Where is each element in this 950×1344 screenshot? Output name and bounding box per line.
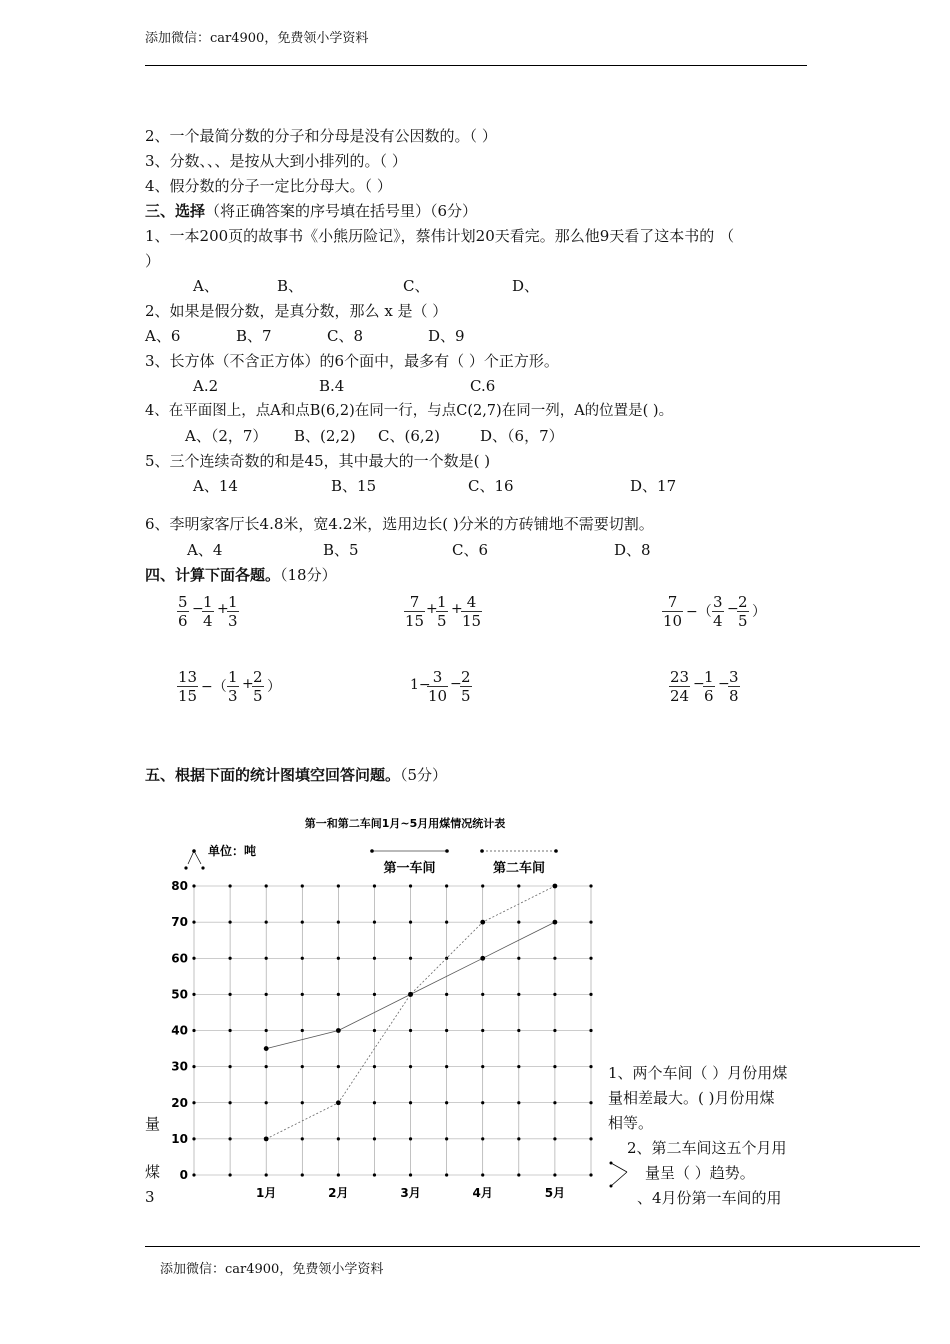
answer-line-2: 量相差最大。( )月份用煤: [608, 1089, 775, 1107]
grid-dot: [301, 884, 304, 887]
operator: ）: [267, 679, 281, 695]
fraction: $\frac{4}{15}$: [462, 593, 482, 630]
legend-dot: [445, 849, 449, 853]
grid-dot: [409, 1029, 412, 1032]
grid-dot: [589, 884, 592, 887]
fraction: $\frac{7}{15}$: [405, 593, 425, 630]
grid-dot: [517, 1173, 520, 1176]
x-tick-label: 4月: [472, 1186, 493, 1200]
grid-dot: [589, 921, 592, 924]
marker-dot: [184, 866, 187, 869]
marker-line: [194, 851, 201, 864]
legend-dot: [370, 849, 374, 853]
grid-dot: [409, 1137, 412, 1140]
question-1: 1、一本200页的故事书《小熊历险记》，蔡伟计划20天看完。那么他9天看了这本书的 （: [145, 227, 735, 245]
section-4-title: 四、计算下面各题。: [145, 566, 281, 584]
operator: −: [693, 676, 705, 692]
grid-dot: [445, 1065, 448, 1068]
grid-dot: [192, 1173, 195, 1176]
operator: +: [217, 601, 229, 617]
legend: [370, 849, 558, 876]
grid-dot: [409, 957, 412, 960]
answer-line-4: 2、第二车间这五个月用: [627, 1139, 787, 1157]
section-4-note: （18分）: [280, 566, 337, 584]
y-tick-label: 50: [171, 987, 188, 1002]
data-point: [480, 920, 485, 925]
grid-dot: [517, 1065, 520, 1068]
q2-option-b: B、7: [236, 327, 272, 345]
question-5: 5、三个连续奇数的和是45，其中最大的一个数是( ): [145, 452, 491, 470]
grid-dot: [301, 1065, 304, 1068]
grid-dot: [589, 993, 592, 996]
q3-option-b: B.4: [319, 377, 345, 395]
grid-dot: [553, 957, 556, 960]
grid-dot: [301, 1029, 304, 1032]
grid-dot: [517, 921, 520, 924]
grid-dot: [228, 921, 231, 924]
grid-dot: [409, 1065, 412, 1068]
q6-option-d: D、8: [614, 541, 651, 559]
legend-label: 第二车间: [492, 861, 546, 876]
fraction: $\frac{1}{3}$: [228, 593, 238, 630]
grid-dot: [553, 993, 556, 996]
fraction: $\frac{7}{10}$: [663, 593, 683, 630]
judge-item-3: 3、分数、、、是按从大到小排列的。（ ）: [145, 152, 407, 170]
grid-dot: [517, 993, 520, 996]
q4-option-b: B、(2,2): [294, 427, 356, 445]
grid-dot: [373, 957, 376, 960]
fraction: $\frac{2}{5}$: [253, 668, 263, 705]
grid-dot: [589, 957, 592, 960]
q3-option-c: C.6: [470, 377, 496, 395]
question-3: 3、长方体（不含正方体）的6个面中，最多有（ ）个正方形。: [145, 352, 559, 370]
y-tick-label: 80: [171, 879, 188, 893]
fraction: $\frac{3}{10}$: [428, 668, 448, 705]
grid-dot: [373, 1029, 376, 1032]
x-tick-label: 2月: [328, 1186, 349, 1200]
grid-dot: [301, 1173, 304, 1176]
fraction: $\frac{3}{8}$: [729, 668, 739, 705]
data-point: [336, 1100, 341, 1105]
grid-dot: [589, 1173, 592, 1176]
question-2: 2、如果是假分数，是真分数，那么 x 是（ ）: [145, 302, 448, 320]
fraction: $\frac{3}{4}$: [713, 593, 723, 630]
fraction: $\frac{1}{3}$: [228, 668, 238, 705]
unit-marker: [184, 849, 204, 869]
judge-item-2: 2、一个最简分数的分子和分母是没有公因数的。（ ）: [145, 127, 497, 145]
operator: +: [451, 601, 463, 617]
grid-dot: [301, 993, 304, 996]
q5-option-c: C、16: [468, 477, 514, 495]
operator: +: [426, 601, 438, 617]
section-3-note: （将正确答案的序号填在括号里）（6分）: [205, 202, 478, 220]
grid-dot: [517, 957, 520, 960]
fraction: $\frac{1}{6}$: [704, 668, 714, 705]
grid-dot: [265, 921, 268, 924]
q4-option-c: C、(6,2): [378, 427, 441, 445]
grid-dot: [228, 957, 231, 960]
q1-option-c: C、: [403, 277, 430, 295]
grid-dot: [589, 1101, 592, 1104]
grid-dot: [228, 1029, 231, 1032]
grid-dot: [301, 957, 304, 960]
q1-option-d: D、: [512, 277, 540, 295]
marker-line: [188, 851, 194, 864]
operator: −: [192, 601, 204, 617]
legend-dot: [554, 849, 558, 853]
grid-dot: [481, 1173, 484, 1176]
grid-dot: [228, 884, 231, 887]
grid-dot: [445, 884, 448, 887]
answer-line-1: 1、两个车间（ ）月份用煤: [608, 1064, 788, 1082]
operator: −（: [686, 604, 712, 620]
q6-option-a: A、4: [187, 541, 223, 559]
x-tick-label: 5月: [544, 1186, 566, 1200]
section-3-title: 三、选择: [145, 202, 206, 220]
y-tick-label: 70: [171, 915, 188, 930]
grid-dot: [373, 1101, 376, 1104]
grid-dot: [517, 1101, 520, 1104]
q5-option-b: B、15: [331, 477, 377, 495]
fraction: $\frac{1}{5}$: [437, 593, 447, 630]
grid-dot: [265, 1065, 268, 1068]
legend-label: 第一车间: [383, 861, 436, 876]
side-text-3: 3: [145, 1188, 155, 1206]
q3-option-a: A.2: [193, 377, 219, 395]
grid-dot: [481, 1137, 484, 1140]
operator: −（: [201, 679, 227, 695]
grid-dot: [265, 957, 268, 960]
x-tick-label: 1月: [256, 1186, 277, 1200]
grid-dot: [192, 1137, 195, 1140]
grid-dot: [409, 884, 412, 887]
data-point: [264, 1046, 269, 1051]
grid-dot: [337, 921, 340, 924]
operator: ）: [752, 604, 766, 620]
grid-dot: [265, 1029, 268, 1032]
fraction: $\frac{13}{15}$: [178, 668, 198, 705]
grid-dot: [337, 1137, 340, 1140]
grid-dot: [517, 1029, 520, 1032]
grid-dot: [481, 1065, 484, 1068]
grid-dot: [337, 1065, 340, 1068]
grid-dot: [337, 1173, 340, 1176]
grid-dot: [409, 921, 412, 924]
grid-dot: [481, 1101, 484, 1104]
grid-dot: [553, 1137, 556, 1140]
operator: −: [450, 676, 462, 692]
grid-dot: [409, 1173, 412, 1176]
operator: −: [727, 601, 739, 617]
grid-dot: [481, 1029, 484, 1032]
grid-dot: [445, 1137, 448, 1140]
question-4: 4、在平面图上，点A和点B(6,2)在同一行，与点C(2,7)在同一列，A的位置是( )。: [145, 403, 674, 419]
grid-dot: [192, 1101, 195, 1104]
grid-dot: [553, 1065, 556, 1068]
grid-dot: [373, 1173, 376, 1176]
legend-dot: [480, 849, 484, 853]
y-tick-label: 30: [171, 1059, 188, 1074]
data-point: [264, 1136, 269, 1141]
section-5-title: 五、根据下面的统计图填空回答问题。: [145, 766, 401, 784]
q6-option-b: B、5: [323, 541, 359, 559]
side-text-2: 煤: [145, 1163, 161, 1181]
arrow-marker: [605, 1155, 635, 1195]
q1-option-a: A、: [193, 277, 219, 295]
q5-option-a: A、14: [193, 477, 238, 495]
grid-dot: [553, 1173, 556, 1176]
grid-dot: [373, 1137, 376, 1140]
data-point: [336, 1028, 341, 1033]
y-tick-label: 20: [171, 1095, 188, 1110]
grid-dot: [445, 921, 448, 924]
grid-dot: [373, 993, 376, 996]
grid-dot: [228, 993, 231, 996]
y-tick-label: 60: [171, 951, 188, 966]
q6-option-c: C、6: [452, 541, 489, 559]
operator: +: [242, 676, 254, 692]
data-point: [480, 956, 485, 961]
grid-dot: [445, 1101, 448, 1104]
data-point: [408, 992, 413, 997]
grid-dot: [373, 921, 376, 924]
grid-dot: [301, 1101, 304, 1104]
grid-dot: [265, 993, 268, 996]
grid-dot: [409, 1101, 412, 1104]
grid-dot: [301, 921, 304, 924]
data-point: [553, 920, 558, 925]
chart-grid: [192, 884, 592, 1176]
grid-dot: [337, 957, 340, 960]
question-6: 6、李明家客厅长4.8米，宽4.2米，选用边长( )分米的方砖铺地不需要切割。: [145, 515, 654, 533]
q1-option-b: B、: [277, 277, 304, 295]
side-text-1: 量: [145, 1115, 161, 1133]
grid-dot: [517, 1137, 520, 1140]
grid-dot: [373, 884, 376, 887]
fraction: $\frac{1}{4}$: [203, 593, 213, 630]
fraction: $\frac{2}{5}$: [461, 668, 471, 705]
page-footer: 添加微信：car4900，免费领小学资料: [160, 1262, 384, 1277]
grid-dot: [445, 993, 448, 996]
page-header: 添加微信：car4900，免费领小学资料: [145, 31, 369, 46]
grid-dot: [192, 884, 195, 887]
grid-dot: [589, 1137, 592, 1140]
grid-dot: [265, 1173, 268, 1176]
grid-dot: [517, 884, 520, 887]
question-1-cont: ）: [145, 252, 161, 270]
y-tick-label: 0: [179, 1168, 188, 1182]
fraction: $\frac{23}{24}$: [670, 668, 690, 705]
grid-dot: [481, 993, 484, 996]
grid-dot: [337, 884, 340, 887]
grid-dot: [589, 1029, 592, 1032]
grid-dot: [228, 1101, 231, 1104]
grid-dot: [228, 1173, 231, 1176]
chart-title: 第一和第二车间1月~5月用煤情况统计表: [304, 817, 506, 830]
answer-line-6: 、4月份第一车间的用: [637, 1189, 782, 1207]
section-5-note: （5分）: [400, 766, 448, 784]
grid-dot: [481, 884, 484, 887]
grid-dot: [445, 1029, 448, 1032]
y-tick-label: 40: [171, 1023, 188, 1038]
unit-label: 单位：吨: [208, 844, 257, 858]
data-point: [553, 884, 558, 889]
fraction: $\frac{5}{6}$: [178, 593, 188, 630]
q2-option-d: D、9: [428, 327, 465, 345]
q2-option-c: C、8: [327, 327, 364, 345]
grid-dot: [192, 921, 195, 924]
operator: 1−: [410, 677, 431, 693]
grid-dot: [192, 1065, 195, 1068]
q5-option-d: D、17: [630, 477, 677, 495]
q2-option-a: A、6: [145, 327, 181, 345]
y-tick-label: 10: [171, 1131, 188, 1146]
grid-dot: [265, 1101, 268, 1104]
marker-dot: [201, 866, 204, 869]
grid-dot: [553, 1101, 556, 1104]
grid-dot: [265, 884, 268, 887]
grid-dot: [192, 957, 195, 960]
q4-option-a: A、（2，7）: [185, 427, 268, 445]
grid-dot: [589, 1065, 592, 1068]
grid-dot: [192, 993, 195, 996]
x-tick-label: 3月: [400, 1186, 421, 1200]
grid-dot: [337, 993, 340, 996]
grid-dot: [228, 1065, 231, 1068]
q4-option-d: D、（6，7）: [480, 427, 564, 445]
answer-line-5: 量呈（ ）趋势。: [645, 1164, 755, 1182]
grid-dot: [228, 1137, 231, 1140]
judge-item-4: 4、假分数的分子一定比分母大。（ ）: [145, 177, 392, 195]
grid-dot: [192, 1029, 195, 1032]
fraction: $\frac{2}{5}$: [738, 593, 748, 630]
grid-dot: [445, 1173, 448, 1176]
grid-dot: [373, 1065, 376, 1068]
operator: −: [718, 676, 730, 692]
footer-rule: [145, 1246, 920, 1247]
grid-dot: [301, 1137, 304, 1140]
answer-line-3: 相等。: [608, 1114, 654, 1132]
grid-dot: [553, 1029, 556, 1032]
